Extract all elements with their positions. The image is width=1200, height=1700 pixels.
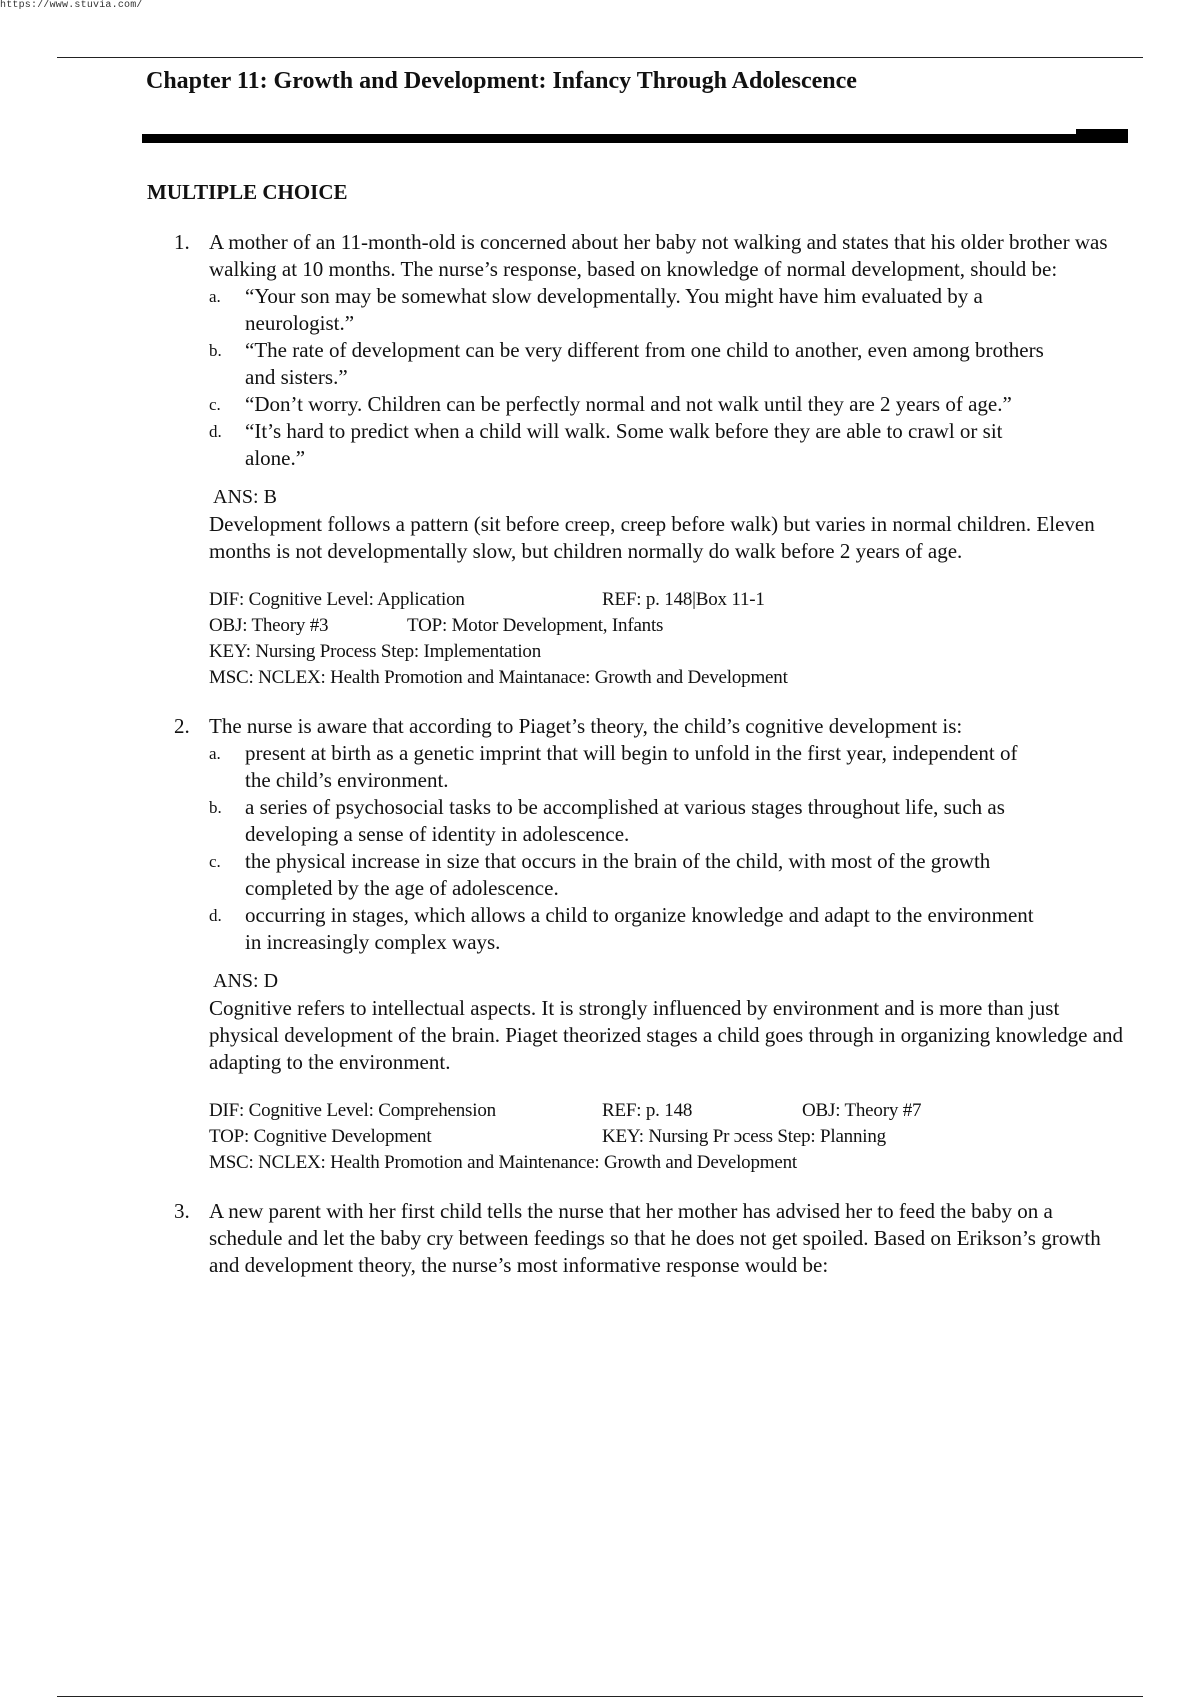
option-text: the physical increase in size that occurs in the brain of the child, with most of the growth completed by the age of adolescence. — [245, 849, 991, 900]
answer-options — [209, 740, 1129, 956]
meta-difficulty: DIF: Cognitive Level: Application — [209, 589, 465, 610]
option-letter: c. — [209, 395, 221, 414]
meta-reference: REF: p. 148|Box 11-1 — [602, 589, 765, 610]
option-text: “Don’t worry. Children can be perfectly normal and not walk until they are 2 years of age.” — [245, 392, 1012, 416]
option-letter: b. — [209, 341, 222, 360]
option-letter: c. — [209, 852, 221, 871]
answer-key: ANS: B — [213, 486, 277, 508]
option-letter: d. — [209, 422, 222, 441]
meta-msc: MSC: NCLEX: Health Promotion and Maintenance: Growth and Development — [209, 1152, 797, 1173]
option-letter: b. — [209, 798, 222, 817]
source-url: https://www.stuvia.com/ — [0, 0, 143, 11]
question-body — [209, 229, 1129, 691]
question-body — [209, 1198, 1129, 1279]
option-b — [209, 337, 1045, 391]
meta-key: KEY: Nursing Pr ɔcess Step: Planning — [602, 1126, 886, 1147]
question-number: 2. — [174, 714, 190, 738]
option-text: “Your son may be somewhat slow developmentally. You might have him evaluated by a neurologist.” — [245, 284, 983, 335]
option-d — [209, 902, 1045, 956]
meta-objective: OBJ: Theory #3 — [209, 615, 329, 636]
title-thick-rule — [142, 134, 1128, 143]
section-title: MULTIPLE CHOICE — [147, 180, 348, 204]
question-number: 3. — [174, 1199, 190, 1223]
question-body — [209, 713, 1129, 1176]
question-stem: A new parent with her first child tells the nurse that her mother has advised her to feed the baby on a schedule and let the baby cry between feedings so that he does not get spoiled. Based on Erikson’s growth and development theory, the nurse’s most informative response would be: — [209, 1199, 1101, 1277]
question-metadata — [209, 587, 1129, 691]
option-letter: a. — [209, 287, 221, 306]
option-text: occurring in stages, which allows a child to organize knowledge and adapt to the environment in increasingly complex ways. — [245, 903, 1034, 954]
question-stem: The nurse is aware that according to Piaget’s theory, the child’s cognitive development is: — [209, 714, 963, 738]
option-a — [209, 283, 1045, 337]
meta-objective: OBJ: Theory #7 — [802, 1100, 922, 1121]
question-3 — [0, 1198, 1200, 1279]
meta-topic: TOP: Cognitive Development — [209, 1126, 432, 1147]
meta-difficulty: DIF: Cognitive Level: Comprehension — [209, 1100, 496, 1121]
question-2 — [0, 713, 1200, 1176]
option-c — [209, 848, 1045, 902]
rationale: Cognitive refers to intellectual aspects. It is strongly influenced by environment and is more than just physical development of the brain. Piaget theorized stages a child goes through in organizing knowledge and adapting to the environment. — [209, 996, 1124, 1074]
footer-rule — [57, 1696, 1143, 1697]
meta-msc: MSC: NCLEX: Health Promotion and Maintanace: Growth and Development — [209, 667, 788, 688]
header-rule — [57, 57, 1143, 58]
question-1 — [0, 229, 1200, 691]
option-text: “The rate of development can be very different from one child to another, even among brothers and sisters.” — [245, 338, 1044, 389]
answer-options — [209, 283, 1129, 472]
option-text: a series of psychosocial tasks to be accomplished at various stages throughout life, such as developing a sense of identity in adolescence. — [245, 795, 1005, 846]
option-letter: d. — [209, 906, 222, 925]
option-c — [209, 391, 1045, 418]
option-letter: a. — [209, 744, 221, 763]
question-stem: A mother of an 11-month-old is concerned about her baby not walking and states that his older brother was walking at 10 months. The nurse’s response, based on knowledge of normal development, should be: — [209, 230, 1108, 281]
option-text: “It’s hard to predict when a child will walk. Some walk before they are able to crawl or sit alone.” — [245, 419, 1003, 470]
chapter-title: Chapter 11: Growth and Development: Infancy Through Adolescence — [146, 68, 857, 94]
option-a — [209, 740, 1045, 794]
question-metadata — [209, 1098, 1129, 1176]
meta-topic: TOP: Motor Development, Infants — [407, 615, 664, 636]
question-list — [0, 229, 1200, 1301]
meta-key: KEY: Nursing Process Step: Implementation — [209, 641, 542, 662]
answer-key: ANS: D — [213, 970, 279, 992]
meta-reference: REF: p. 148 — [602, 1100, 693, 1121]
option-d — [209, 418, 1045, 472]
title-thick-rule-end — [1076, 129, 1128, 143]
question-number: 1. — [174, 230, 190, 254]
option-b — [209, 794, 1045, 848]
option-text: present at birth as a genetic imprint that will begin to unfold in the first year, independent of the child’s environment. — [245, 741, 1018, 792]
rationale: Development follows a pattern (sit before creep, creep before walk) but varies in normal children. Eleven months is not developmentally slow, but children normally do walk before 2 years of age. — [209, 512, 1095, 563]
